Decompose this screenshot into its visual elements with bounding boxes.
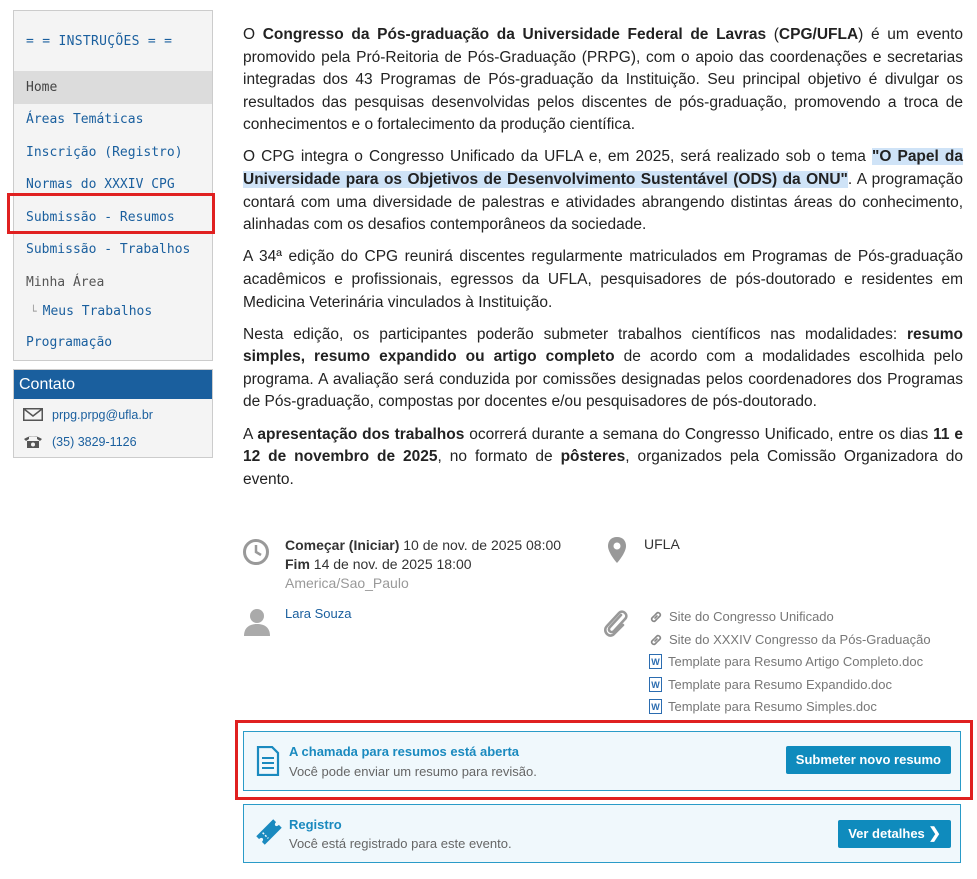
attachment-label: Site do Congresso Unificado bbox=[669, 609, 834, 624]
event-end: Fim 14 de nov. de 2025 18:00 bbox=[285, 556, 472, 572]
map-pin-icon bbox=[606, 536, 628, 564]
event-start: Começar (Iniciar) 10 de nov. de 2025 08:00 bbox=[285, 537, 562, 553]
registration-card-subtitle: Você está registrado para este evento. bbox=[289, 836, 512, 851]
description-paragraph-5: A apresentação dos trabalhos ocorrerá durante a semana do Congresso Unificado, entre os dias 11 e 12 de novembro de 2025, no formato de pôsteres, organizados pela Comissão Organizadora do evento. bbox=[243, 425, 964, 488]
attachment-label: Template para Resumo Expandido.doc bbox=[668, 677, 893, 692]
user-icon bbox=[243, 608, 271, 636]
word-doc-icon bbox=[649, 677, 662, 692]
sidebar-title: = = INSTRUÇÕES = = bbox=[26, 34, 173, 49]
description-paragraph-4: Nesta edição, os participantes poderão submeter trabalhos científicos nas modalidades: resumo simples, resumo expandido ou artigo completo de acordo com a modalidades escolhida pelo programa. A avaliação será conduzida por comissões designadas pelos coordenadores dos Programas de Pós-graduação, compostas por docentes e/ou pesquisadores de pós-doutorado. bbox=[243, 325, 963, 411]
svg-text:W: W bbox=[651, 657, 660, 667]
phone-icon bbox=[23, 434, 43, 449]
link-icon bbox=[649, 633, 663, 647]
call-for-abstracts-card bbox=[243, 731, 961, 791]
contact-phone-row bbox=[14, 428, 212, 455]
sidebar-menu bbox=[13, 10, 213, 361]
sidebar-item-label: Meus Trabalhos bbox=[42, 304, 153, 319]
contact-email-row bbox=[14, 401, 212, 428]
attachment-label: Template para Resumo Artigo Completo.doc bbox=[668, 654, 924, 669]
chevron-right-icon: ❯ bbox=[928, 825, 941, 842]
link-icon bbox=[649, 610, 663, 624]
sidebar-item-home[interactable]: Home bbox=[14, 71, 212, 104]
registration-card bbox=[243, 804, 961, 863]
attachment-item[interactable] bbox=[649, 609, 834, 624]
sidebar-item-areas-tematicas[interactable]: Áreas Temáticas bbox=[26, 112, 144, 127]
attachment-item[interactable] bbox=[649, 632, 931, 647]
contact-phone: (35) 3829-1126 bbox=[52, 434, 137, 449]
call-card-subtitle: Você pode enviar um resumo para revisão. bbox=[289, 764, 537, 779]
attachment-item[interactable] bbox=[649, 654, 923, 669]
contact-title: Contato bbox=[14, 370, 212, 399]
sidebar-item-programacao[interactable]: Programação bbox=[26, 335, 113, 350]
attachment-label: Template para Resumo Simples.doc bbox=[668, 699, 877, 714]
attachment-label: Site do XXXIV Congresso da Pós-Graduação bbox=[669, 632, 931, 647]
contact-box bbox=[13, 369, 213, 458]
attachment-item[interactable] bbox=[649, 677, 892, 692]
clock-icon bbox=[242, 538, 270, 566]
sidebar-item-inscricao[interactable]: Inscrição (Registro) bbox=[26, 144, 183, 160]
event-description bbox=[243, 24, 963, 501]
sidebar-item-minha-area: Minha Área bbox=[26, 274, 105, 290]
submit-abstract-button[interactable]: Submeter novo resumo bbox=[786, 746, 951, 774]
tree-branch-icon: └ bbox=[30, 305, 37, 318]
view-details-label: Ver detalhes bbox=[848, 826, 925, 841]
view-details-button[interactable] bbox=[838, 820, 951, 848]
call-card-title: A chamada para resumos está aberta bbox=[289, 744, 520, 759]
svg-text:W: W bbox=[651, 702, 660, 712]
sidebar-item-submissao-trabalhos[interactable]: Submissão - Trabalhos bbox=[26, 242, 191, 257]
sidebar-item-submissao-resumos[interactable]: Submissão - Resumos bbox=[26, 209, 175, 225]
ticket-icon bbox=[254, 817, 284, 847]
registration-card-title: Registro bbox=[289, 817, 342, 832]
document-icon bbox=[256, 746, 280, 776]
event-timezone: America/Sao_Paulo bbox=[285, 575, 409, 591]
description-paragraph-1: O Congresso da Pós-graduação da Universidade Federal de Lavras (CPG/UFLA) é um evento promovido pela Pró-Reitoria de Pós-Graduação (PRPG), com o apoio das coordenações e secretarias integradas dos 43 Programas de Pós-graduação da Instituição. Seu principal objetivo é divulgar os resultados das pesquisas desenvolvidas pelos discentes de pós-graduação, promovendo a troca de conhecimentos e o fortalecimento da produção científica. bbox=[243, 26, 963, 134]
description-paragraph-3: A 34ª edição do CPG reunirá discentes regularmente matriculados em Programas de Pós-graduação acadêmicos e profissionais, egressos da UFLA, pesquisadores de pós-doutorado e residentes em Medicina Veterinária vinculados à Instituição. bbox=[243, 248, 963, 311]
event-theme: "O Papel da Universidade para os Objetivos de Desenvolvimento Sustentável (ODS) da ONU" bbox=[243, 148, 964, 189]
word-doc-icon bbox=[649, 699, 662, 714]
attachment-item[interactable] bbox=[649, 699, 877, 714]
description-paragraph-2: O CPG integra o Congresso Unificado da UFLA e, em 2025, será realizado sob o tema "O Papel da Universidade para os Objetivos de Desenvolvimento Sustentável (ODS) da ONU". A programação contará com uma diversidade de palestras e atividades abrangendo distintas áreas do conhecimento, alinhadas com os desafios contemporâneos da sociedade. bbox=[243, 148, 964, 234]
event-location: UFLA bbox=[644, 536, 680, 552]
sidebar-item-normas[interactable]: Normas do XXXIV CPG bbox=[26, 177, 175, 192]
word-doc-icon bbox=[649, 654, 662, 669]
organizer-link[interactable]: Lara Souza bbox=[285, 606, 352, 621]
sidebar bbox=[13, 10, 213, 361]
sidebar-item-meus-trabalhos[interactable] bbox=[14, 299, 212, 327]
contact-email-link[interactable]: prpg.prpg@ufla.br bbox=[52, 407, 153, 422]
svg-text:W: W bbox=[651, 680, 660, 690]
paperclip-icon bbox=[603, 608, 629, 638]
mail-icon bbox=[23, 408, 43, 421]
